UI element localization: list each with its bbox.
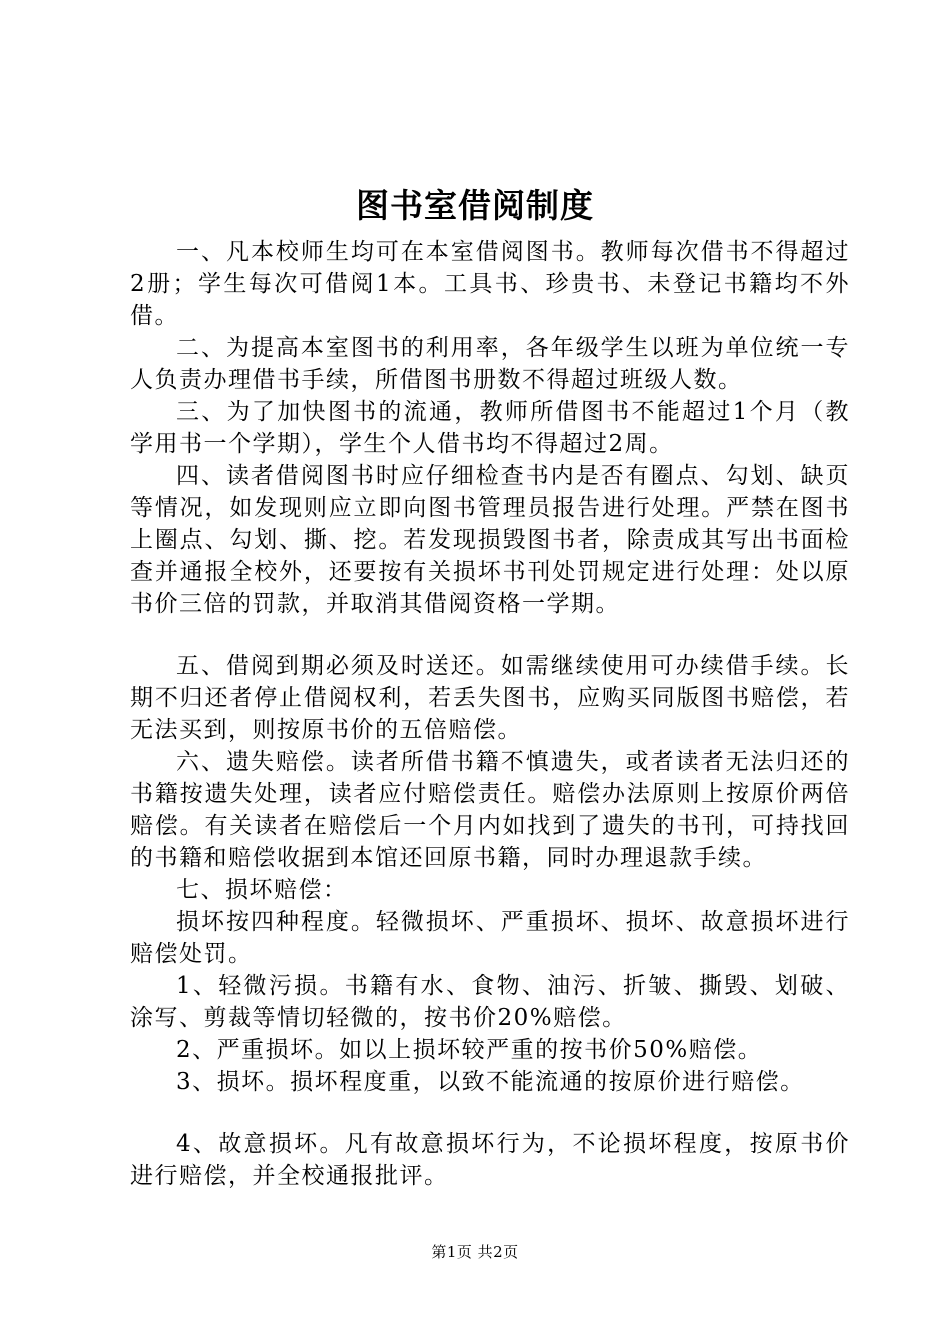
rule-paragraph-1: 一、凡本校师生均可在本室借阅图书。教师每次借书不得超过2册；学生每次可借阅1本。工具书、珍贵书、未登记书籍均不外借。 — [130, 239, 850, 329]
rule-paragraph-3: 三、为了加快图书的流通，教师所借图书不能超过1个月（教学用书一个学期），学生个人借书均不得超过2周。 — [130, 399, 850, 457]
damage-levels-intro: 损坏按四种程度。轻微损坏、严重损坏、损坏、故意损坏进行赔偿处罚。 — [130, 909, 850, 967]
rule-paragraph-2: 二、为提高本室图书的利用率，各年级学生以班为单位统一专人负责办理借书手续，所借图书册数不得超过班级人数。 — [130, 335, 850, 393]
rule-paragraph-5: 五、借阅到期必须及时送还。如需继续使用可办续借手续。长期不归还者停止借阅权利，若丢失图书，应购买同版图书赔偿，若无法买到，则按原书价的五倍赔偿。 — [130, 653, 850, 743]
document-body — [130, 236, 850, 1192]
damage-level-4: 4、故意损坏。凡有故意损坏行为，不论损坏程度，按原书价进行赔偿，并全校通报批评。 — [130, 1131, 850, 1189]
damage-level-3: 3、损坏。损坏程度重，以致不能流通的按原价进行赔偿。 — [176, 1069, 805, 1095]
rule-paragraph-6: 六、遗失赔偿。读者所借书籍不慎遗失，或者读者无法归还的书籍按遗失处理，读者应付赔偿责任。赔偿办法原则上按原价两倍赔偿。有关读者在赔偿后一个月内如找到了遗失的书刊，可持找回的书籍和赔偿收据到本馆还回原书籍，同时办理退款手续。 — [130, 749, 850, 871]
paragraph-gap — [130, 1098, 850, 1128]
damage-level-2: 2、严重损坏。如以上损坏较严重的按书价50%赔偿。 — [176, 1037, 763, 1063]
rule-paragraph-4: 四、读者借阅图书时应仔细检查书内是否有圈点、勾划、缺页等情况，如发现则应立即向图书管理员报告进行处理。严禁在图书上圈点、勾划、撕、挖。若发现损毁图书者，除责成其写出书面检查并通报全校外，还要按有关损坏书刊处罚规定进行处理：处以原书价三倍的罚款，并取消其借阅资格一学期。 — [130, 463, 850, 617]
rule-paragraph-7-heading: 七、损坏赔偿： — [176, 877, 348, 903]
document-title: 图书室借阅制度 — [356, 186, 594, 225]
damage-level-1: 1、轻微污损。书籍有水、食物、油污、折皱、撕毁、划破、涂写、剪裁等情切轻微的，按书价20%赔偿。 — [130, 973, 850, 1031]
page-footer: 第1页 共2页 — [431, 1243, 519, 1261]
paragraph-gap — [130, 620, 850, 650]
